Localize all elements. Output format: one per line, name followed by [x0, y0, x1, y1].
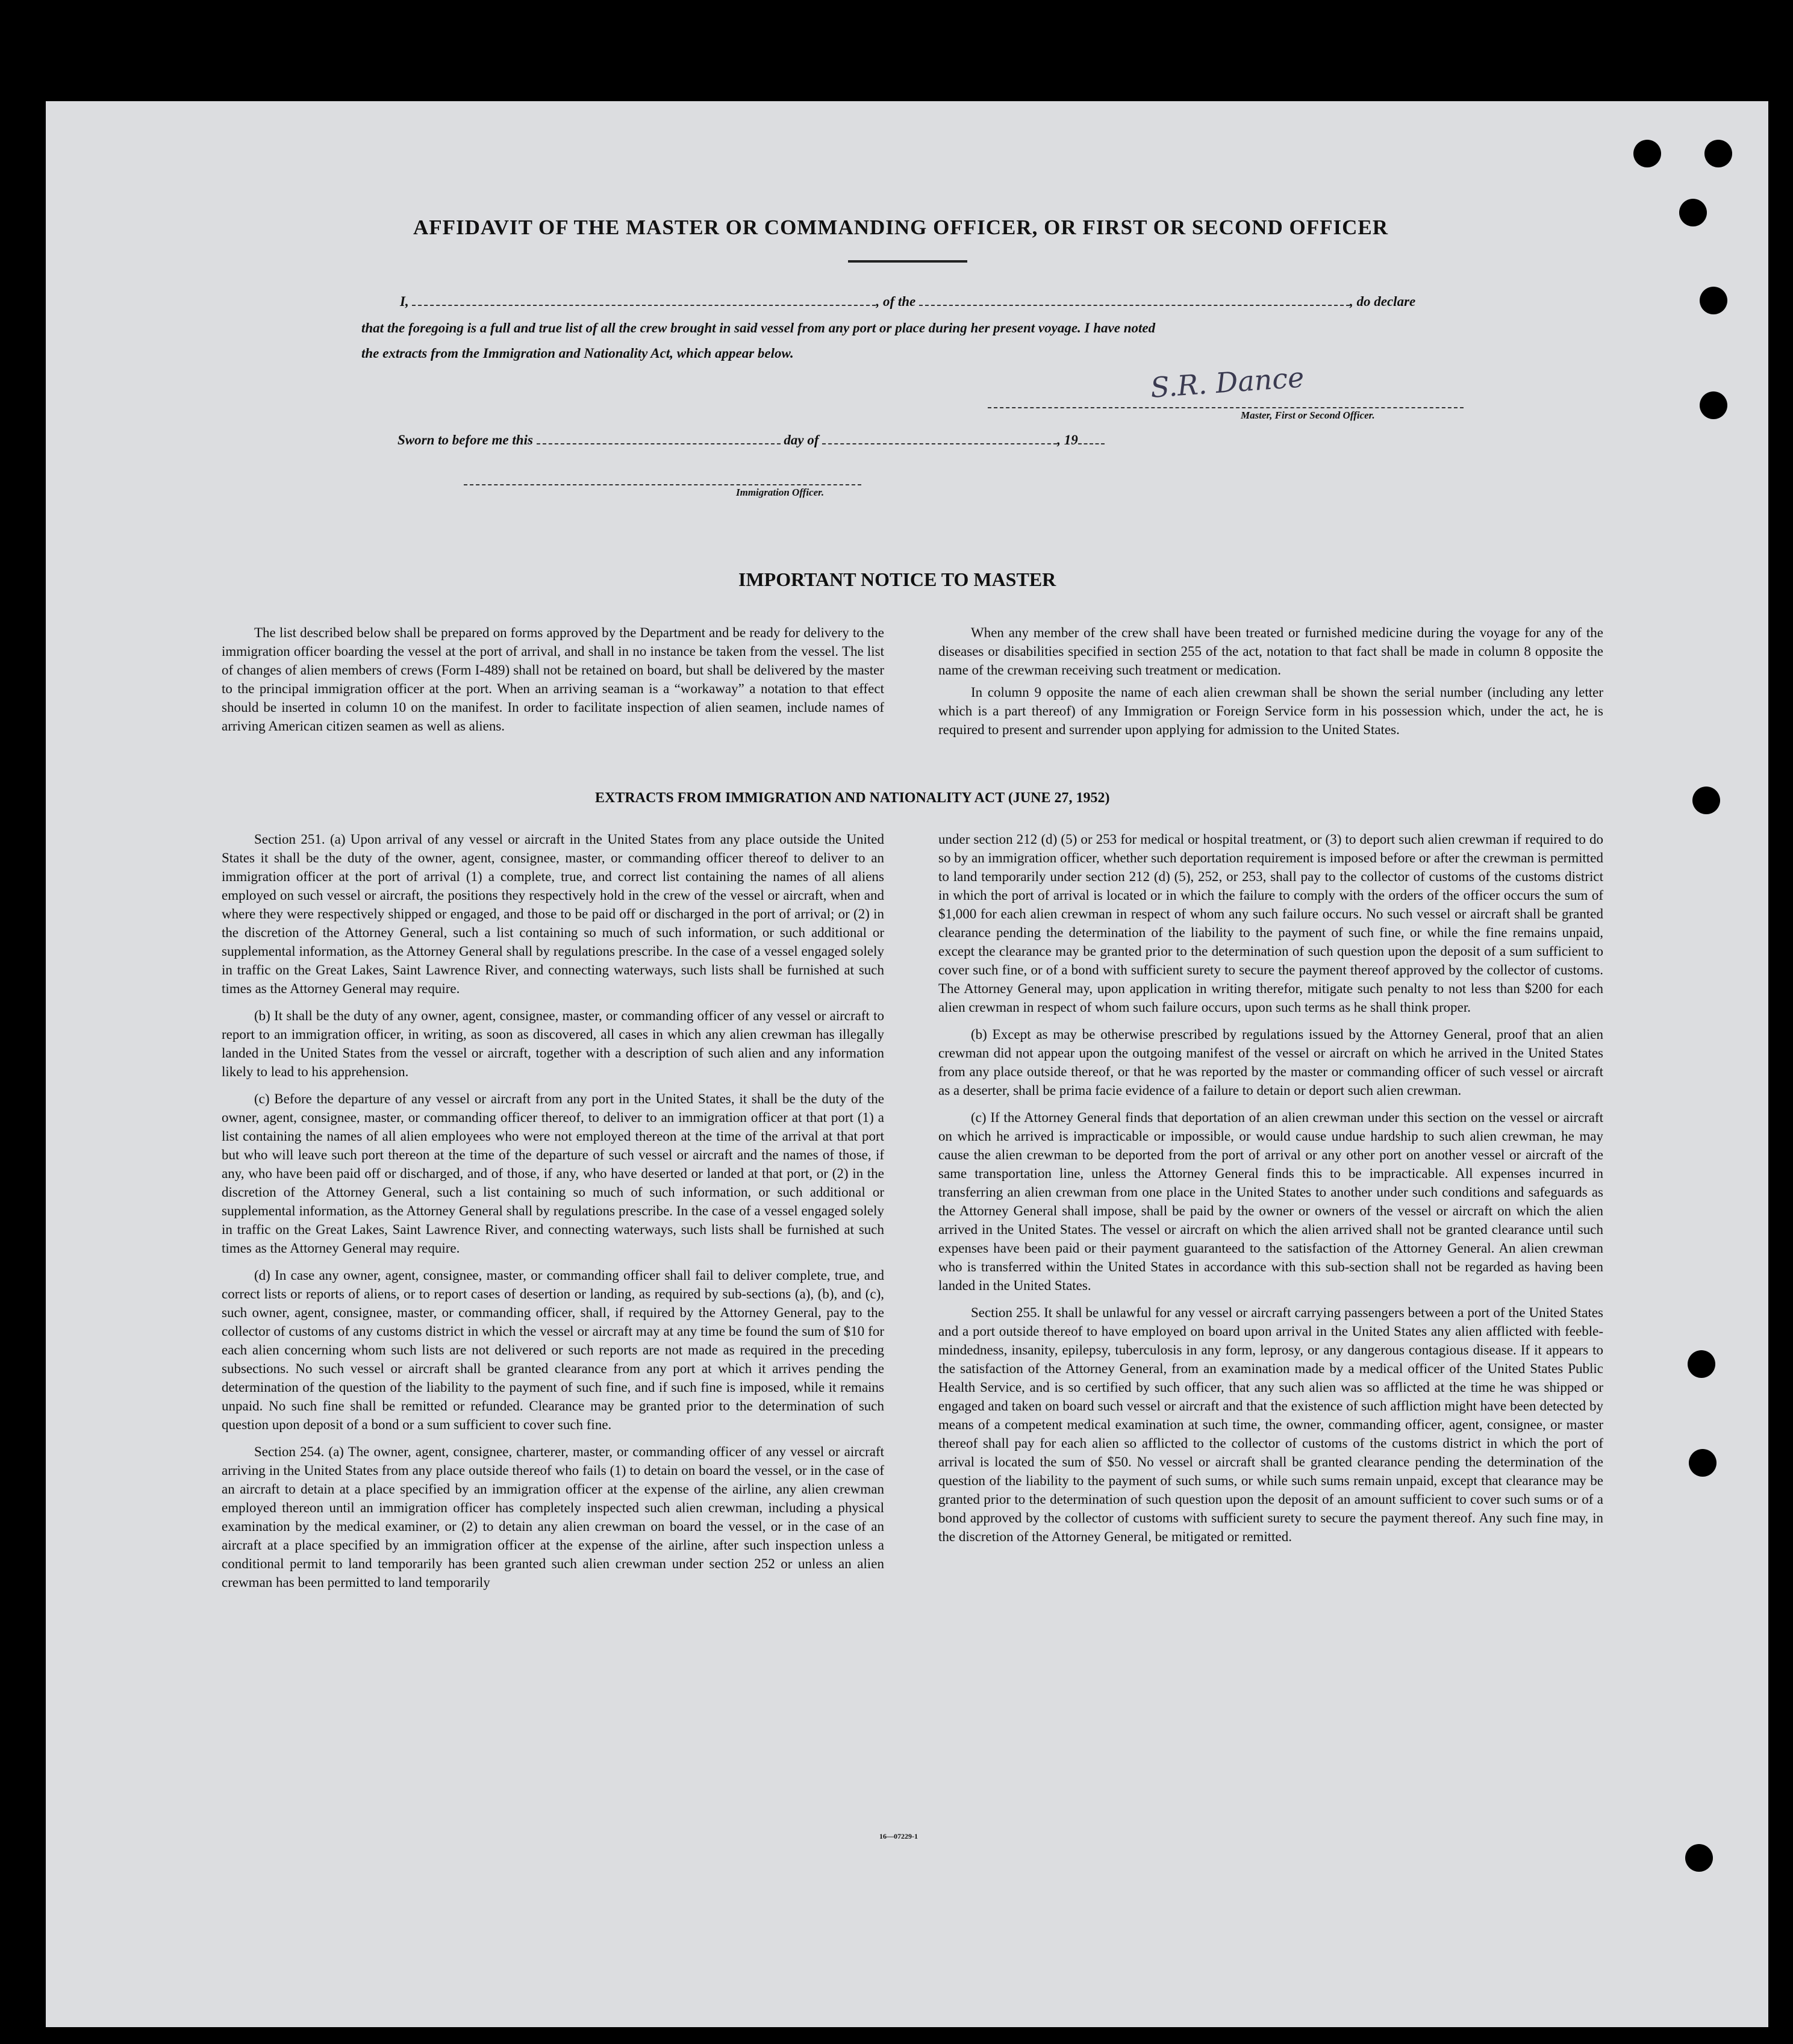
extracts-left-column: [222, 830, 884, 1600]
punch-hole-icon: [1692, 787, 1720, 814]
master-caption: Master, First or Second Officer.: [1241, 410, 1375, 421]
master-signature: S.R. Dance: [1149, 361, 1305, 404]
year-field[interactable]: [1078, 432, 1105, 444]
line1-start: I,: [400, 294, 409, 309]
sworn-label: Sworn to before me this: [398, 432, 533, 447]
notice-left-paragraph: The list described below shall be prepared on forms approved by the Department and be ready for delivery to the immigration officer boarding the vessel at the port of arrival, and shall in no instance be taken from the vessel. The list of changes of alien members of crews (Form I-489) shall not be retained on board, but shall be delivered by the master to the principal immigration officer at the port. When an arriving seaman is a “workaway” a notation to that effect should be inserted in column 10 on the manifest. In order to facilitate inspection of alien seamen, include names of arriving American citizen seamen as well as aliens.: [222, 625, 884, 734]
notice-left-column: [222, 623, 884, 744]
punch-hole-icon: [1633, 140, 1661, 167]
notice-right-paragraph-2: In column 9 opposite the name of each alien crewman shall be shown the serial number (including any letter which is a part thereof) of any Immigration or Foreign Service form in his possession which, under the act, he is required to present and surrender upon applying for admission to the United States.: [938, 685, 1603, 737]
extracts-right-column: [938, 830, 1603, 1554]
punch-hole-icon: [1700, 287, 1727, 314]
extract-section-251c: (c) Before the departure of any vessel or aircraft from any port in the United States, it shall be the duty of the owner, agent, consignee, master, or commanding officer thereof, to deliver to an immigration officer at that port (1) a list containing the names of all alien employees who were not employed thereon at the time of the arrival at that port but who will leave such port thereon at the time of the departure of such vessel or aircraft and the names of those, if any, who have been paid off or discharged, and of those, if any, who have deserted or landed at that port, or (2) in the discretion of the Attorney General, such a list containing so much of such information, or such additional or supplemental information, as the Attorney General shall by regulations prescribe. In the case of a vessel engaged solely in traffic on the Great Lakes, Saint Lawrence River, and connecting waterways, such lists shall be furnished at such times as the Attorney General may require.: [222, 1091, 884, 1256]
day-of-label: day of: [784, 432, 819, 447]
officer-signature-line: [464, 484, 861, 485]
punch-hole-icon: [1679, 199, 1707, 226]
extract-section-251b: (b) It shall be the duty of any owner, agent, consignee, master, or commanding officer of any vessel or aircraft to report to an immigration officer, in writing, as soon as discovered, all cases in which any alien crewman has illegally landed in the United States from the vessel or aircraft, together with a description of such alien and any information likely to lead to his apprehension.: [222, 1008, 884, 1079]
punch-hole-icon: [1685, 1844, 1713, 1872]
vessel-field[interactable]: [919, 294, 1350, 306]
sworn-line: [398, 432, 1105, 448]
punch-hole-icon: [1689, 1449, 1717, 1477]
extract-section-255: Section 255. It shall be unlawful for any vessel or aircraft carrying passengers between a port of the United States and a port outside thereof to have employed on board upon arrival in the United States any alien afflicted with feeble-mindedness, insanity, epilepsy, tuberculosis in any form, leprosy, or any dangerous contagious disease. If it appears to the satisfaction of the Attorney General, from an examination made by a medical officer of the United States Public Health Service, and is so certified by such officer, that any such alien was so afflicted at the time he was shipped or engaged and taken on board such vessel or aircraft and that the existence of such affliction might have been detected by means of a competent medical examination at such time, the owner, commanding officer, agent, consignee, or master thereof shall pay for each alien so afflicted to the collector of customs of the customs district in which the port of arrival is located the sum of $50. No vessel or aircraft shall be granted clearance pending the determination of the question of the liability to the payment of such sums, or while such sums remain unpaid, except that clearance may be granted prior to the determination of such question upon the deposit of an amount sufficient to cover such sums or of a bond approved by the collector of customs with sufficient surety to secure the payment thereof. Any such fine may, in the discretion of the Attorney General, be mitigated or remitted.: [938, 1305, 1603, 1544]
extract-section-251a: Section 251. (a) Upon arrival of any vessel or aircraft in the United States from any place outside the United States it shall be the duty of the owner, agent, consignee, master, or commanding officer thereof to deliver to an immigration officer at the port of arrival (1) a complete, true, and correct list containing the names of all aliens employed on such vessel or aircraft, the positions they respectively hold in the crew of the vessel or aircraft, when and where they were respectively shipped or engaged, and those to be paid off or discharged in the port of arrival; or (2) in the discretion of the Attorney General, such a list containing so much of such information, or such additional or supplemental information, as the Attorney General shall by regulations prescribe. In the case of a vessel engaged solely in traffic on the Great Lakes, Saint Lawrence River, and connecting waterways, such lists shall be furnished at such times as the Attorney General may require.: [222, 832, 884, 996]
month-field[interactable]: [822, 432, 1057, 444]
officer-caption: Immigration Officer.: [736, 487, 825, 498]
declaration-line-3: the extracts from the Immigration and Nationality Act, which appear below.: [361, 346, 794, 361]
sworn-date-field[interactable]: [537, 432, 781, 444]
form-code: 16—07229-1: [879, 1832, 918, 1840]
extract-section-254c: (c) If the Attorney General finds that deportation of an alien crewman under this section on the vessel or aircraft on which he arrived is impracticable or impossible, or would cause undue hardship to such alien crewman, he may cause the alien crewman to be deported from the port of arrival or any other port on another vessel or aircraft of the same transportation line, unless the Attorney General finds this to be impracticable. All expenses incurred in transferring an alien crewman from one place in the United States to another under such conditions and safeguards as the Attorney General shall impose, shall be paid by the owner or owners of the vessel or aircraft on which the alien arrived in the United States. The vessel or aircraft on which the alien arrived shall not be granted clearance until such expenses have been paid or their payment guaranteed to the satisfaction of the Attorney General. An alien crewman who is transferred within the United States in accordance with this sub-section shall not be regarded as having been landed in the United States.: [938, 1110, 1603, 1293]
notice-heading: IMPORTANT NOTICE TO MASTER: [738, 569, 1056, 590]
line1-mid: , of the: [876, 294, 916, 309]
punch-hole-icon: [1688, 1350, 1715, 1378]
punch-hole-icon: [1700, 391, 1727, 419]
extracts-heading: EXTRACTS FROM IMMIGRATION AND NATIONALITY ACT (JUNE 27, 1952): [595, 790, 1110, 806]
extract-section-254a-continued: under section 212 (d) (5) or 253 for medical or hospital treatment, or (3) to deport such alien crewman if required to do so by an immigration officer, whether such deportation requirement is imposed before or after the crewman is permitted to land temporarily under section 212 (d) (5), 252, or 253, shall pay to the collector of customs of the customs district in which the port of arrival is located or in which the failure to comply with the orders of the officer occurs the sum of $1,000 for each alien crewman in respect of whom any such failure occurs. No such vessel or aircraft shall be granted clearance pending the determination of the liability to the payment of such fine, or while the fine remains unpaid, except the clearance may be granted prior to the determination of such question upon the deposit of a sum sufficient to cover such fine, or of a bond with sufficient surety to secure the payment thereof approved by the collector of customs. The Attorney General may, upon application in writing therefor, mitigate such penalty to not less than $200 for each alien crewman in respect of whom such failure occurs, upon such terms as he shall think proper.: [938, 832, 1603, 1015]
notice-right-paragraph-1: When any member of the crew shall have been treated or furnished medicine during the voyage for any of the diseases or disabilities specified in section 255 of the act, notation to that fact shall be made in column 8 opposite the name of the crewman receiving such treatment or medication.: [938, 625, 1603, 678]
year-label: , 19: [1057, 432, 1078, 447]
declaration-line-1: [400, 294, 1415, 310]
signature-line: [988, 407, 1464, 408]
extract-section-254a: Section 254. (a) The owner, agent, consignee, charterer, master, or commanding officer of any vessel or aircraft arriving in the United States from any place outside thereof who fails (1) to detain on board the vessel, or in the case of an aircraft to detain at a place specified by an immigration officer at the expense of the airline, any alien crewman employed thereon until an immigration officer has completely inspected such alien crewman, including a physical examination by the medical examiner, or (2) to detain any alien crewman on board the vessel, or in the case of an aircraft at a place specified by an immigration officer at the expense of the airline, after such inspection unless a conditional permit to land temporarily has been granted such alien crewman under section 252 or unless an alien crewman has been permitted to land temporarily: [222, 1444, 884, 1590]
declaration-line-2: that the foregoing is a full and true list of all the crew brought in said vessel from any port or place during her present voyage. I have noted: [361, 320, 1156, 335]
extract-section-254b: (b) Except as may be otherwise prescribed by regulations issued by the Attorney General, proof that an alien crewman did not appear upon the outgoing manifest of the vessel or aircraft on which he arrived in the United States from any place outside thereof, or that he was reported by the master or commanding officer of such vessel or aircraft as a deserter, shall be prima facie evidence of a failure to detain or deport such alien crewman.: [938, 1027, 1603, 1098]
punch-hole-icon: [1704, 140, 1732, 167]
name-field[interactable]: [412, 294, 876, 306]
notice-right-column: [938, 623, 1603, 747]
line1-end: , do declare: [1350, 294, 1416, 309]
extract-section-251d: (d) In case any owner, agent, consignee, master, or commanding officer shall fail to deliver complete, true, and correct lists or reports of aliens, or to report cases of desertion or landing, as required by sub-sections (a), (b), and (c), such owner, agent, consignee, master, or commanding officer, shall, if required by the Attorney General, pay to the collector of customs of any customs district in which the vessel or aircraft may at any time be found the sum of $10 for each alien concerning whom such lists are not delivered or such reports are not made as required in the preceding subsections. No such vessel or aircraft shall be granted clearance from any port at which it arrives pending the determination of the question of the liability to the payment of such fine, and if such fine is imposed, while it remains unpaid. No such fine shall be remitted or refunded. Clearance may be granted prior to the determination of such question upon deposit of a bond or a sum sufficient to cover such fine.: [222, 1268, 884, 1432]
affidavit-title: AFFIDAVIT OF THE MASTER OR COMMANDING OFFICER, OR FIRST OR SECOND OFFICER: [413, 216, 1388, 239]
title-rule: [848, 260, 967, 263]
